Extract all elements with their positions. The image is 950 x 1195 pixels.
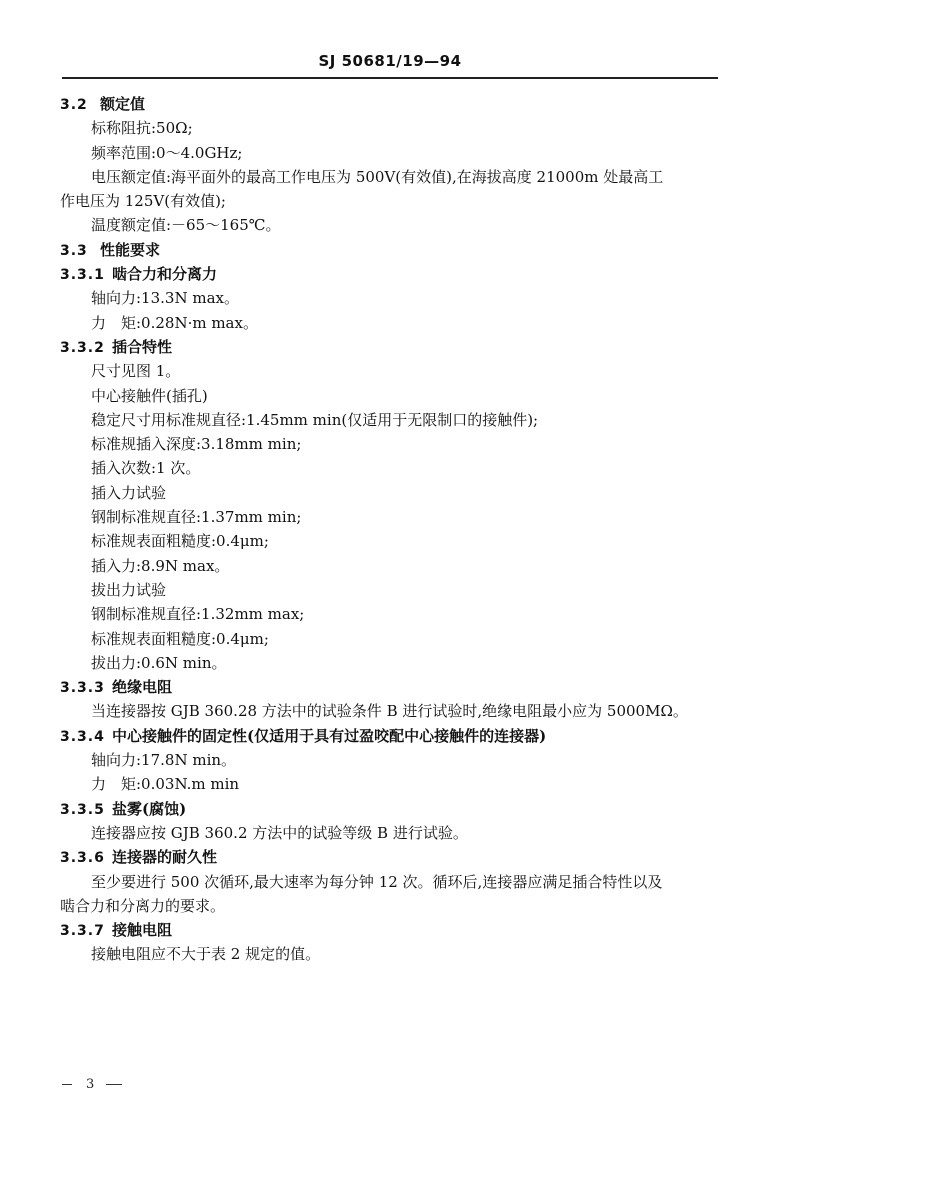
section-number: 3.3.2 [60, 339, 105, 356]
paragraph-line: 力 矩:0.03N.m min [91, 775, 240, 794]
section-heading [60, 335, 720, 359]
section-number: 3.2 [60, 97, 88, 113]
paragraph-line: 标准规表面粗糙度:0.4μm; [91, 629, 269, 648]
paragraph-line: 温度额定值:－65～165℃。 [91, 216, 281, 235]
section-heading [60, 675, 720, 699]
section-heading [60, 918, 720, 942]
section-title: 接触电阻 [112, 921, 173, 940]
section-number: 3.3.7 [60, 923, 105, 940]
section-title: 额定值 [100, 95, 146, 113]
section-heading [60, 238, 720, 262]
section-title: 插合特性 [112, 337, 173, 356]
paragraph-line: 接触电阻应不大于表 2 规定的值。 [91, 945, 321, 964]
section-number: 3.3.3 [60, 680, 105, 697]
paragraph-line: 拔出力:0.6N min。 [91, 653, 227, 672]
footer-dash-left [62, 1084, 72, 1085]
paragraph-line: 轴向力:13.3N max。 [91, 289, 239, 308]
section-title: 性能要求 [100, 240, 161, 259]
paragraph-line: 标称阻抗:50Ω; [91, 119, 193, 138]
section-number: 3.3.4 [60, 728, 105, 745]
paragraph-line: 当连接器按 GJB 360.28 方法中的试验条件 B 进行试验时,绝缘电阻最小应为 5000MΩ。 [91, 702, 688, 721]
paragraph-line: 力 矩:0.28N·m max。 [91, 313, 258, 332]
paragraph-line: 连接器应按 GJB 360.2 方法中的试验等级 B 进行试验。 [91, 823, 468, 842]
paragraph-line: 标准规插入深度:3.18mm min; [91, 435, 302, 454]
paragraph-line: 拔出力试验 [91, 580, 167, 599]
paragraph-line: 轴向力:17.8N min。 [91, 751, 237, 770]
section-number: 3.3.1 [60, 267, 105, 284]
paragraph-line: 频率范围:0～4.0GHz; [91, 143, 243, 162]
section-heading [60, 92, 720, 116]
paragraph-line: 中心接触件(插孔) [91, 386, 208, 405]
paragraph-line: 钢制标准规直径:1.32mm max; [91, 605, 305, 624]
section-title: 绝缘电阻 [112, 678, 173, 697]
footer-dash-right [106, 1084, 122, 1085]
section-number: 3.3.5 [60, 801, 105, 818]
paragraph-line: 至少要进行 500 次循环,最大速率为每分钟 12 次。循环后,连接器应满足插合特性以及 [91, 872, 663, 891]
paragraph-line: 稳定尺寸用标准规直径:1.45mm min(仅适用于无限制口的接触件); [91, 410, 539, 429]
paragraph-line: 电压额定值:海平面外的最高工作电压为 500V(有效值),在海拔高度 21000m 处最高工 [91, 167, 664, 186]
section-title: 盐雾(腐蚀) [112, 799, 187, 818]
paragraph-line: 插入力:8.9N max。 [91, 556, 230, 575]
paragraph-line: 标准规表面粗糙度:0.4μm; [91, 532, 269, 551]
document-code: SJ 50681/19—94 [318, 52, 462, 70]
section-title: 啮合力和分离力 [112, 265, 218, 284]
section-heading [60, 845, 720, 869]
header-rule [62, 77, 718, 79]
section-heading [60, 797, 720, 821]
paragraph-line: 钢制标准规直径:1.37mm min; [91, 508, 302, 527]
paragraph-line: 插入力试验 [91, 483, 167, 502]
section-number: 3.3 [60, 242, 88, 259]
document-body [60, 92, 720, 967]
page-footer [62, 1077, 122, 1092]
paragraph-line: 尺寸见图 1。 [91, 362, 181, 381]
section-title: 连接器的耐久性 [112, 848, 218, 867]
paragraph-continuation: 作电压为 125V(有效值); [60, 192, 226, 211]
paragraph-continuation: 啮合力和分离力的要求。 [60, 896, 226, 915]
section-heading [60, 262, 720, 286]
section-title: 中心接触件的固定性(仅适用于具有过盈咬配中心接触件的连接器) [112, 726, 547, 745]
section-heading [60, 724, 720, 748]
section-number: 3.3.6 [60, 850, 105, 867]
paragraph-line: 插入次数:1 次。 [91, 459, 201, 478]
page-number: 3 [86, 1077, 95, 1092]
